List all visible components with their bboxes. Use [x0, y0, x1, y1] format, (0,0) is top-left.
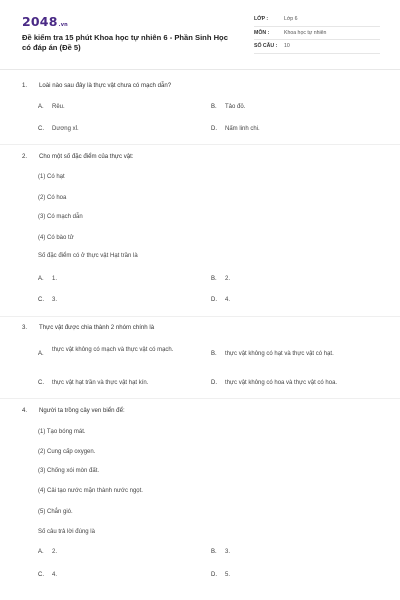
option-text: 2. [225, 276, 231, 282]
statement-line: (3) Có mạch dẫn [38, 214, 83, 220]
option-text: 2. [52, 549, 58, 555]
question-divider [0, 398, 400, 399]
option-label: D. [211, 380, 217, 386]
option-c[interactable] [38, 380, 198, 388]
logo-text: 2048 [22, 14, 58, 29]
option-label: C. [38, 126, 44, 132]
meta-label: MÔN : [254, 29, 270, 36]
option-text: thực vật không có hạt và thực vật có hạt. [225, 351, 334, 357]
meta-label: LỚP : [254, 16, 269, 23]
option-d[interactable] [211, 126, 386, 134]
option-b[interactable] [211, 549, 386, 557]
option-c[interactable] [38, 297, 198, 305]
meta-label: SỐ CÂU : [254, 43, 278, 50]
option-label: B. [211, 549, 217, 555]
site-logo[interactable] [22, 14, 68, 29]
question-2 [22, 153, 382, 161]
statement-line: (4) Cải tạo nước mặn thành nước ngọt. [38, 488, 143, 494]
statement-line: (2) Có hoa [38, 195, 67, 201]
meta-value: Khoa học tự nhiên [284, 29, 327, 36]
option-label: B. [211, 276, 217, 282]
meta-value: Lớp 6 [284, 16, 298, 23]
option-label: C. [38, 380, 44, 386]
question-text: Người ta trồng cây ven biển để: [39, 407, 125, 414]
option-text: thực vật không có hoa và thực vật có hoa. [225, 380, 338, 386]
option-label: C. [38, 572, 44, 578]
option-text: 5. [225, 572, 231, 578]
statement-line: (1) Có hạt [38, 174, 65, 180]
option-text: 1. [52, 276, 58, 282]
option-label: B. [211, 104, 217, 110]
question-divider [0, 316, 400, 317]
header-divider [0, 69, 400, 70]
option-d[interactable] [211, 572, 386, 580]
option-d[interactable] [211, 380, 386, 388]
document-title: Đề kiểm tra 15 phút Khoa học tự nhiên 6 - Phần Sinh Học có đáp án (Đề 5) [22, 33, 228, 52]
meta-row-subject [254, 27, 380, 41]
option-text: thực vật không có mạch và thực vật có mạch. [52, 347, 174, 353]
option-c[interactable] [38, 572, 198, 580]
question-3 [22, 324, 382, 332]
option-c[interactable] [38, 126, 198, 134]
meta-value: 10 [284, 43, 290, 50]
option-label: D. [211, 126, 217, 132]
statement-line: (1) Tạo bóng mát. [38, 429, 86, 435]
option-text: Dương xỉ. [52, 126, 79, 132]
option-label: D. [211, 572, 217, 578]
option-b[interactable] [211, 276, 386, 284]
meta-row-count [254, 40, 380, 54]
question-divider [0, 144, 400, 145]
statement-line: (2) Cung cấp oxygen. [38, 449, 96, 455]
option-text: Rêu. [52, 104, 65, 110]
option-text: Nấm linh chi. [225, 126, 260, 132]
question-number: 4. [22, 407, 28, 414]
meta-table [254, 13, 380, 54]
statement-line: (4) Có bào tử [38, 235, 74, 241]
statement-line: (5) Chắn gió. [38, 509, 73, 515]
option-text: Tảo đỏ. [225, 104, 246, 110]
statement-line: Số đặc điểm có ở thực vật Hạt trần là [38, 253, 138, 259]
option-a[interactable] [38, 347, 188, 359]
option-label: B. [211, 351, 217, 357]
logo-suffix: .vn [58, 22, 68, 28]
question-text: Cho một số đặc điểm của thực vật: [39, 153, 134, 160]
option-d[interactable] [211, 297, 386, 305]
option-text: 3. [52, 297, 58, 303]
question-1 [22, 82, 382, 90]
option-text: thực vật hạt trần và thực vật hạt kín. [52, 380, 149, 386]
option-text: 3. [225, 549, 231, 555]
question-number: 1. [22, 82, 28, 89]
statement-line: (3) Chống xói mòn đất. [38, 468, 100, 474]
statement-line: Số câu trả lời đúng là [38, 529, 95, 535]
option-a[interactable] [38, 276, 198, 284]
question-number: 3. [22, 324, 28, 331]
option-text: 4. [52, 572, 58, 578]
option-text: 4. [225, 297, 231, 303]
option-label: C. [38, 297, 44, 303]
question-text: Thực vật được chia thành 2 nhóm chính là [39, 324, 155, 331]
option-a[interactable] [38, 104, 198, 112]
question-text: Loài nào sau đây là thực vật chưa có mạch dẫn? [39, 82, 172, 89]
question-number: 2. [22, 153, 28, 160]
option-a[interactable] [38, 549, 198, 557]
option-label: A. [38, 276, 44, 282]
option-b[interactable] [211, 104, 386, 112]
option-label: D. [211, 297, 217, 303]
option-label: A. [38, 549, 44, 555]
option-b[interactable] [211, 351, 386, 359]
option-label: A. [38, 104, 44, 110]
meta-row-class [254, 13, 380, 27]
question-4 [22, 407, 382, 415]
option-label: A. [38, 351, 44, 357]
